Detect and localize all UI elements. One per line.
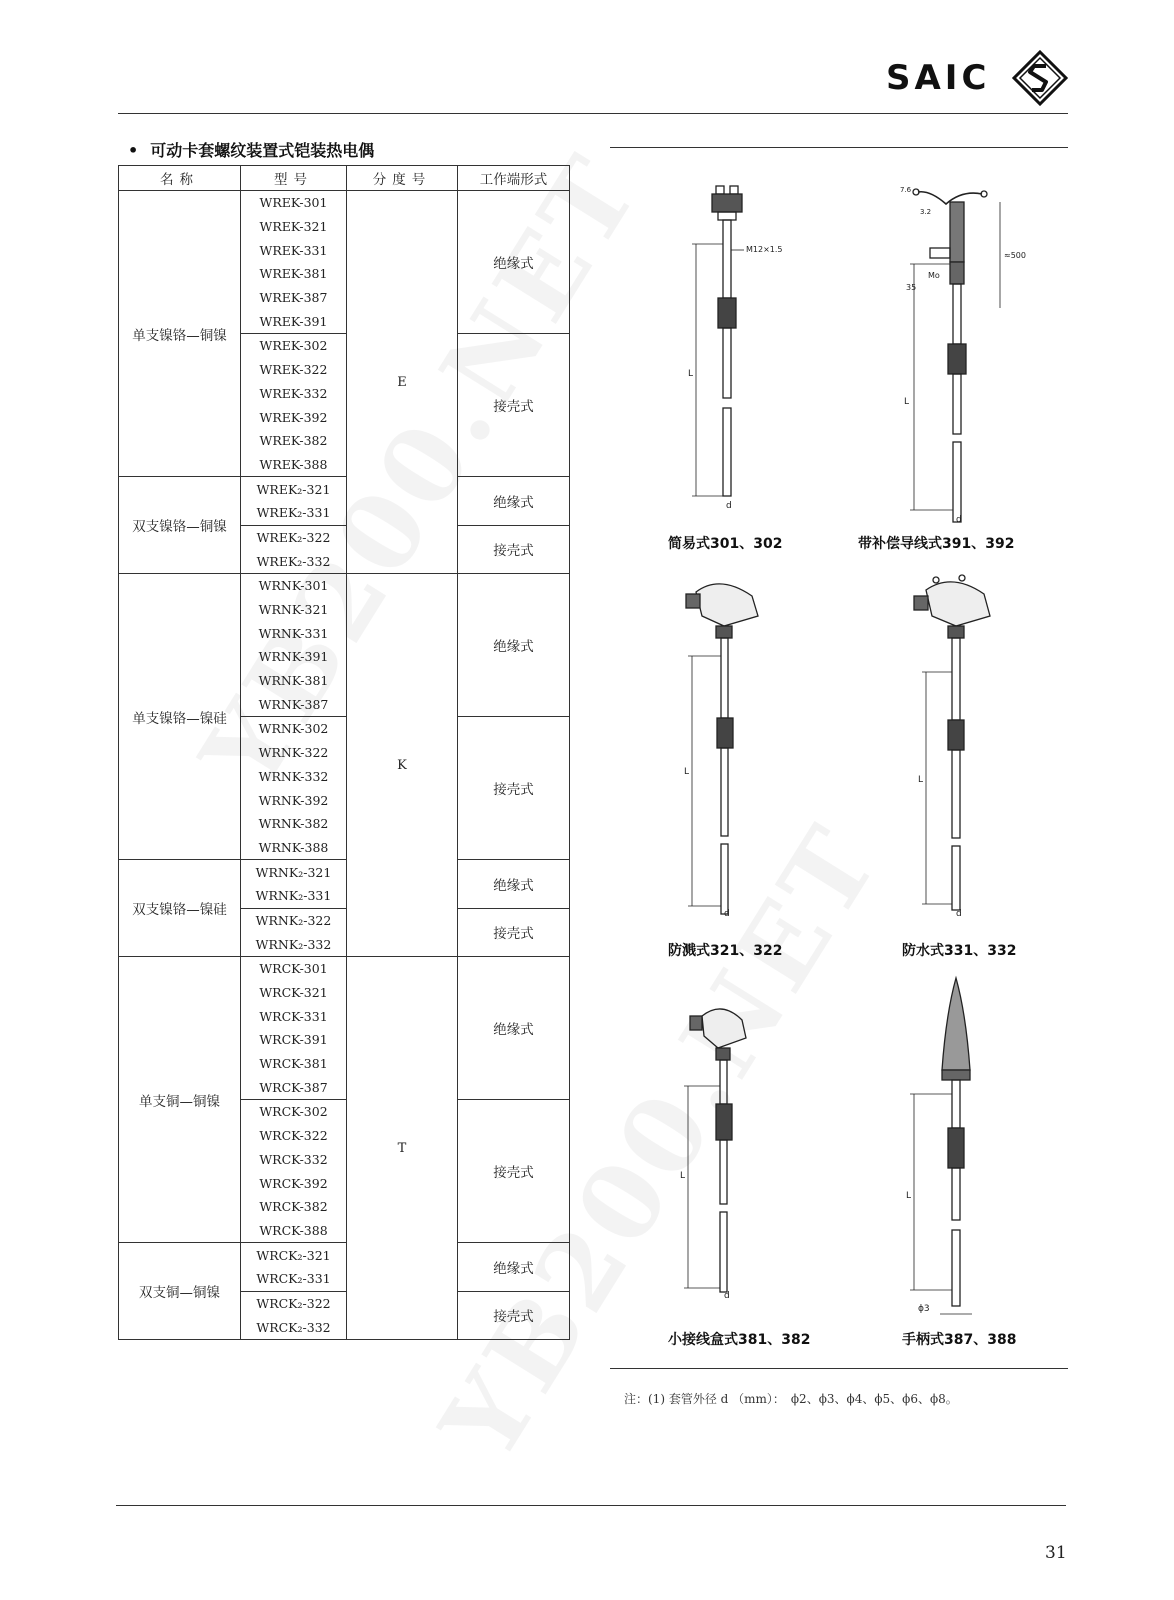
thermocouple-name-cell: 双支铜—铜镍	[119, 1243, 241, 1340]
model-cell: WREK-322	[241, 358, 347, 382]
thermocouple-name-cell: 单支镍铬—镍硅	[119, 574, 241, 860]
model-cell: WRNK-392	[241, 788, 347, 812]
model-cell: WREK-301	[241, 191, 347, 215]
model-cell: WRNK-301	[241, 574, 347, 598]
figure-handle	[900, 974, 1020, 1319]
model-cell: WRCK-322	[241, 1124, 347, 1148]
page-number: 31	[1045, 1543, 1067, 1563]
thermocouple-name-cell: 单支镍铬—铜镍	[119, 191, 241, 477]
model-cell: WRCK-302	[241, 1100, 347, 1124]
model-cell: WREK-391	[241, 309, 347, 333]
header-type: 工作端形式	[458, 166, 570, 191]
caption-splash: 防溅式321、322	[668, 943, 783, 959]
model-cell: WRNK₂-322	[241, 908, 347, 932]
figure-waterproof	[900, 576, 1020, 921]
figure-splash	[672, 576, 792, 921]
junction-type-cell: 接壳式	[458, 717, 570, 860]
model-cell: WRCK-381	[241, 1052, 347, 1076]
fig1-thread-label: M12×1.5	[746, 245, 783, 254]
section-title-text: 可动卡套螺纹装置式铠装热电偶	[150, 141, 375, 160]
grade-cell: T	[347, 957, 458, 1340]
model-cell: WRCK₂-322	[241, 1291, 347, 1315]
figures-top-rule	[610, 147, 1068, 148]
model-cell: WRNK₂-321	[241, 860, 347, 884]
model-cell: WREK-381	[241, 262, 347, 286]
model-cell: WRNK-322	[241, 741, 347, 765]
footer-rule	[116, 1505, 1066, 1506]
model-cell: WRCK-301	[241, 957, 347, 981]
figure-comp-lead	[890, 180, 1030, 525]
junction-type-cell: 接壳式	[458, 334, 570, 477]
junction-type-cell: 接壳式	[458, 1100, 570, 1243]
model-cell: WRNK-331	[241, 621, 347, 645]
table-row	[119, 191, 570, 215]
brand-name: SAIC	[886, 58, 991, 98]
fig5-length-label: L	[680, 1171, 686, 1181]
figure-simple	[680, 180, 800, 525]
fig2-d2-label: 3.2	[920, 208, 932, 216]
model-cell: WRNK-391	[241, 645, 347, 669]
fig3-length-label: L	[684, 767, 690, 777]
model-cell: WREK-382	[241, 429, 347, 453]
model-cell: WRNK₂-332	[241, 932, 347, 956]
model-cell: WRCK₂-331	[241, 1267, 347, 1291]
table-body	[119, 191, 570, 1340]
fig5-dia-label: d	[724, 1291, 730, 1301]
figure-small-box	[676, 998, 796, 1308]
junction-type-cell: 绝缘式	[458, 477, 570, 525]
fig6-dia-label: ϕ3	[918, 1304, 930, 1314]
model-cell: WRCK-331	[241, 1004, 347, 1028]
model-cell: WREK₂-322	[241, 525, 347, 549]
model-cell: WREK-392	[241, 405, 347, 429]
model-cell: WRCK-382	[241, 1195, 347, 1219]
model-cell: WRCK₂-332	[241, 1315, 347, 1339]
footnote: 注：(1) 套管外径 d （mm）： ϕ2、ϕ3、ϕ4、ϕ5、ϕ6、ϕ8。	[624, 1392, 958, 1406]
figures-bottom-rule	[610, 1368, 1068, 1369]
model-cell: WREK-387	[241, 286, 347, 310]
fig2-nut-label: Mo	[928, 271, 940, 280]
fig3-dia-label: d	[724, 909, 730, 919]
table-row	[119, 574, 570, 598]
junction-type-cell: 接壳式	[458, 525, 570, 573]
model-cell: WRNK-321	[241, 598, 347, 622]
model-cell: WREK-321	[241, 215, 347, 239]
junction-type-cell: 接壳式	[458, 908, 570, 956]
table-row	[119, 860, 570, 884]
fig1-dia-label: d	[726, 501, 732, 511]
model-cell: WRNK-387	[241, 692, 347, 716]
model-cell: WRCK₂-321	[241, 1243, 347, 1267]
fig2-dia-label: d	[956, 515, 962, 525]
bullet-mark: •	[128, 141, 139, 160]
model-cell: WREK-388	[241, 453, 347, 477]
model-cell: WREK₂-332	[241, 549, 347, 573]
fig6-length-label: L	[906, 1191, 912, 1201]
table-row	[119, 477, 570, 501]
caption-simple: 简易式301、302	[668, 536, 783, 552]
model-cell: WRNK-388	[241, 836, 347, 860]
model-cell: WRCK-321	[241, 981, 347, 1005]
model-cell: WRNK-381	[241, 669, 347, 693]
junction-type-cell: 绝缘式	[458, 191, 570, 334]
table-header-row	[119, 166, 570, 191]
table-row	[119, 1243, 570, 1267]
model-cell: WRCK-387	[241, 1075, 347, 1099]
junction-type-cell: 绝缘式	[458, 574, 570, 717]
fig2-d1-label: 7.6	[900, 186, 912, 194]
grade-cell: E	[347, 191, 458, 574]
model-cell: WRCK-332	[241, 1148, 347, 1172]
saic-logo-icon	[1012, 50, 1068, 106]
junction-type-cell: 接壳式	[458, 1291, 570, 1339]
model-cell: WRCK-388	[241, 1219, 347, 1243]
model-cell: WREK₂-331	[241, 501, 347, 525]
model-cell: WRNK-382	[241, 812, 347, 836]
thermocouple-name-cell: 双支镍铬—铜镍	[119, 477, 241, 574]
model-cell: WREK₂-321	[241, 477, 347, 501]
header-name: 名称	[119, 166, 241, 191]
model-cell: WREK-332	[241, 382, 347, 406]
fig2-length-label: L	[904, 397, 910, 407]
model-cell: WRNK₂-331	[241, 884, 347, 908]
model-cell: WRNK-332	[241, 765, 347, 789]
model-cell: WREK-302	[241, 334, 347, 358]
junction-type-cell: 绝缘式	[458, 860, 570, 908]
fig4-length-label: L	[918, 775, 924, 785]
thermocouple-name-cell: 双支镍铬—镍硅	[119, 860, 241, 957]
model-cell: WREK-331	[241, 238, 347, 262]
model-cell: WRCK-392	[241, 1171, 347, 1195]
caption-comp-lead: 带补偿导线式391、392	[858, 536, 1015, 552]
fig2-lead-label: ≈500	[1004, 251, 1026, 260]
section-title	[128, 138, 374, 161]
header-grade: 分度号	[347, 166, 458, 191]
spec-table	[118, 165, 570, 1340]
model-cell: WRCK-391	[241, 1028, 347, 1052]
grade-cell: K	[347, 574, 458, 957]
caption-waterproof: 防水式331、332	[902, 943, 1017, 959]
fig4-dia-label: d	[956, 909, 962, 919]
header-model: 型号	[241, 166, 347, 191]
table-row	[119, 957, 570, 981]
fig1-length-label: L	[688, 369, 694, 379]
fig2-h-label: 35	[906, 283, 917, 292]
model-cell: WRNK-302	[241, 717, 347, 741]
thermocouple-name-cell: 单支铜—铜镍	[119, 957, 241, 1243]
caption-small-box: 小接线盒式381、382	[668, 1332, 811, 1348]
junction-type-cell: 绝缘式	[458, 1243, 570, 1291]
caption-handle: 手柄式387、388	[902, 1332, 1017, 1348]
header-rule	[118, 113, 1068, 114]
junction-type-cell: 绝缘式	[458, 957, 570, 1100]
